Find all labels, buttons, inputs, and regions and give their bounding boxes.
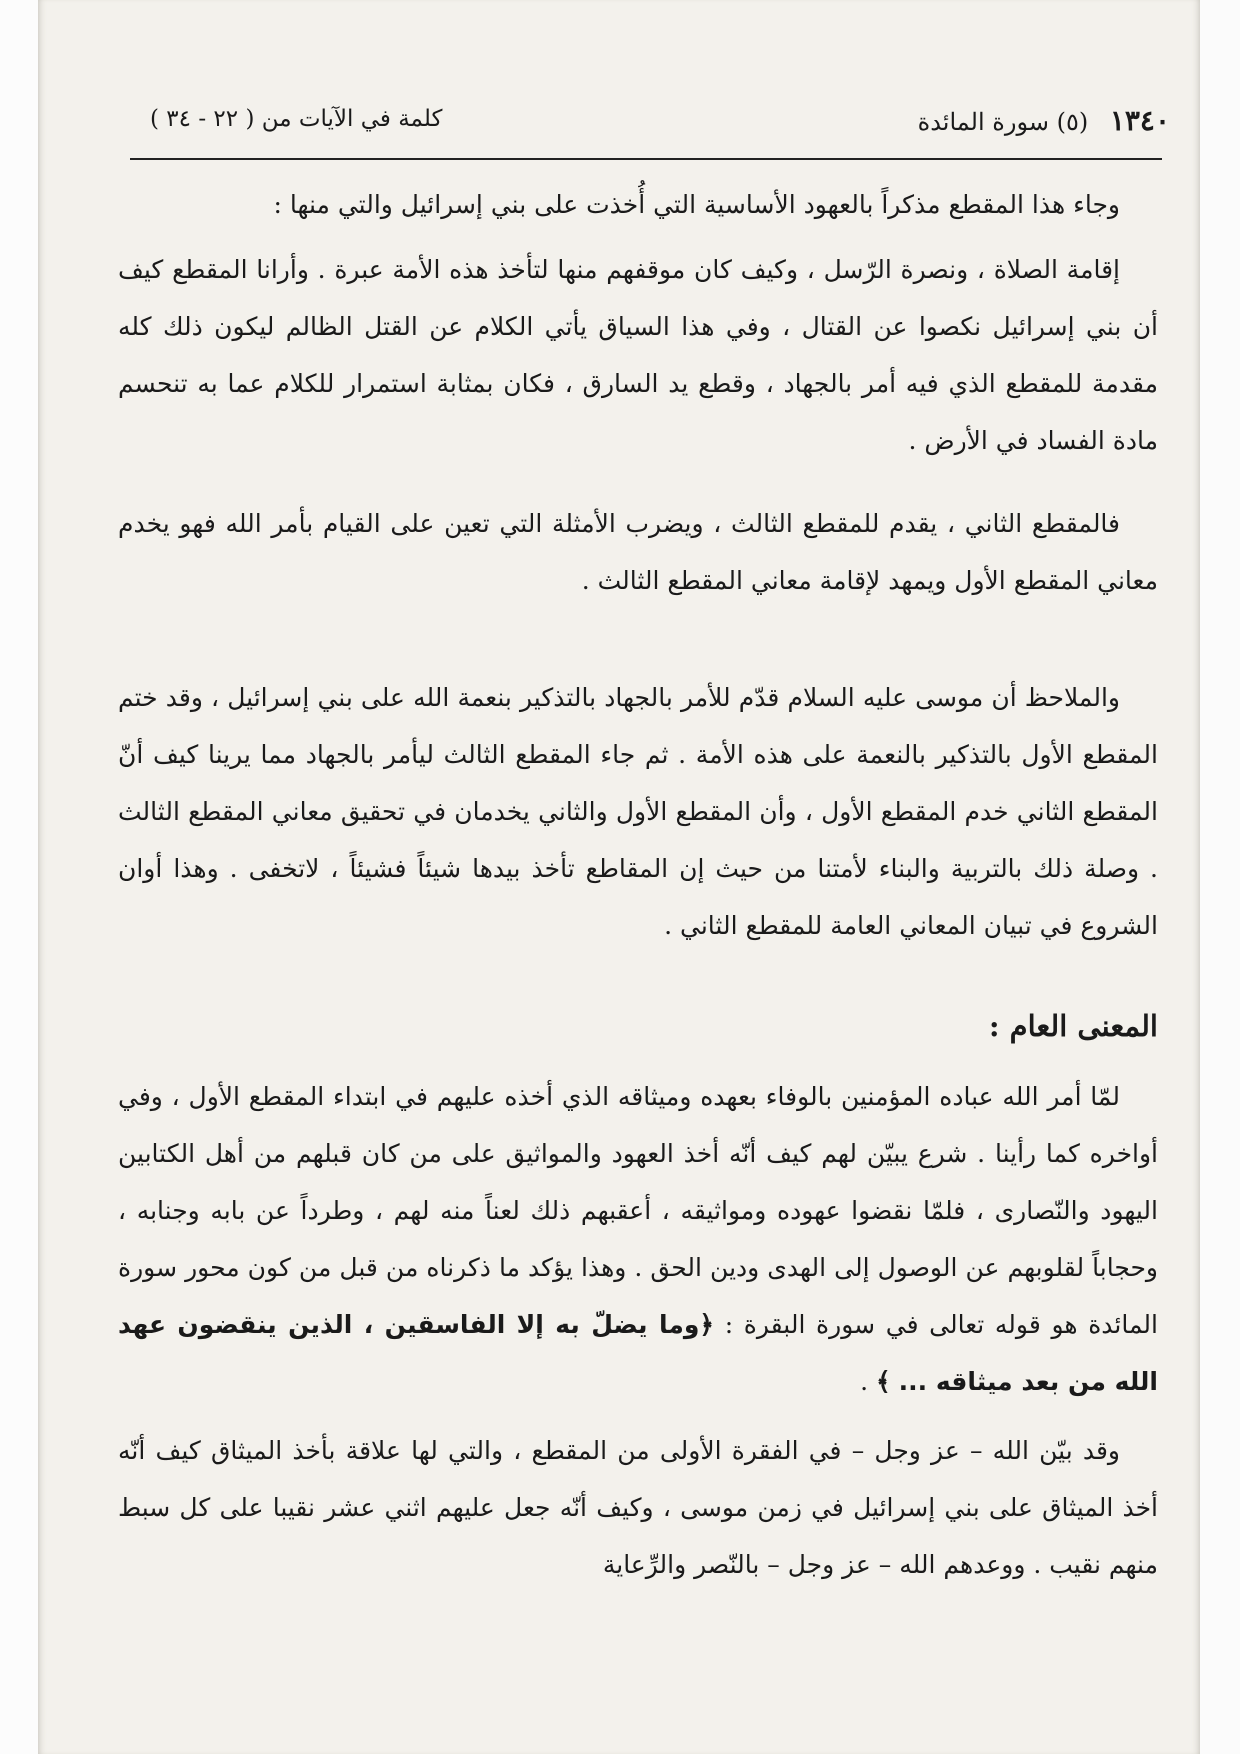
page-body [118, 176, 1158, 1593]
running-header [150, 104, 1170, 150]
quran-quote: وما يضلّ به إلا الفاسقين ، الذين ينقضون عهد الله من بعد ميثاقه ... [118, 1310, 1158, 1396]
paragraph-3: فالمقطع الثاني ، يقدم للمقطع الثالث ، ويضرب الأمثلة التي تعين على القيام بأمر الله فهو يخدم معاني المقطع الأول ويمهد لإقامة معاني المقطع الثالث . [118, 509, 1158, 595]
surah-label: (٥) سورة المائدة [917, 108, 1089, 136]
paragraph-4: والملاحظ أن موسى عليه السلام قدّم للأمر بالجهاد بالتذكير بنعمة الله على بني إسرائيل ، وقد ختم المقطع الأول بالتذكير بالنعمة على هذه الأمة . ثم جاء المقطع الثالث ليأمر بالجهاد مما يرينا كيف أنّ المقطع الثاني خدم المقطع الأول ، وأن المقطع الأول والثاني يخدمان في تحقيق معاني المقطع الثالث . وصلة ذلك بالتربية والبناء لأمتنا من حيث إن المقاطع تأخذ بيدها شيئاً فشيئاً ، لاتخفى . وهذا أوان الشروع في تبيان المعاني العامة للمقطع الثاني . [118, 683, 1158, 940]
page-margin-left [0, 0, 38, 1754]
section-title: كلمة في الآيات من ( ٢٢ - ٣٤ ) [150, 106, 443, 132]
section-heading: المعنى العام : [988, 1009, 1158, 1043]
quran-close-bracket: ﴾ [876, 1367, 891, 1396]
meaning-end: . [860, 1367, 877, 1396]
paragraph-last: وقد بيّن الله – عز وجل – في الفقرة الأولى من المقطع ، والتي لها علاقة بأخذ الميثاق كيف أنّه أخذ الميثاق على بني إسرائيل في زمن موسى ، وكيف أنّه جعل عليهم اثني عشر نقيبا على كل سبط منهم نقيب . ووعدهم الله – عز وجل – بالنّصر والرِّعاية [118, 1436, 1158, 1579]
quran-open-bracket: ﴿ [699, 1310, 715, 1339]
paragraph-1: وجاء هذا المقطع مذكراً بالعهود الأساسية التي أُخذت على بني إسرائيل والتي منها : [273, 190, 1120, 219]
meaning-paragraph [118, 1068, 1158, 1410]
header-divider [130, 158, 1162, 160]
page-number: ١٣٤٠ [1109, 104, 1170, 137]
header-right [918, 104, 1170, 137]
meaning-text: لمّا أمر الله عباده المؤمنين بالوفاء بعهده وميثاقه الذي أخذه عليهم في ابتداء المقطع الأول ، وفي أواخره كما رأينا . شرع يبيّن لهم كيف أنّه أخذ العهود والمواثيق على من كان قبلهم من أهل الكتابين اليهود والنّصارى ، فلمّا نقضوا عهوده ومواثيقه ، أعقبهم ذلك لعناً منه لهم ، وطرداً عن بابه وجنابه ، وحجاباً لقلوبهم عن الوصول إلى الهدى ودين الحق . وهذا يؤكد ما ذكرناه من قبل من كون محور سورة المائدة هو قوله تعالى في سورة البقرة : [118, 1082, 1158, 1339]
page-margin-right [1200, 0, 1240, 1754]
paragraph-2: إقامة الصلاة ، ونصرة الرّسل ، وكيف كان موقفهم منها لتأخذ هذه الأمة عبرة . وأرانا المقطع كيف أن بني إسرائيل نكصوا عن القتال ، وفي هذا السياق يأتي الكلام عن القتل الظالم ليكون ذلك كله مقدمة للمقطع الذي فيه أمر بالجهاد ، وقطع يد السارق ، فكان بمثابة استمرار للكلام عما به تنحسم مادة الفساد في الأرض . [118, 255, 1158, 455]
